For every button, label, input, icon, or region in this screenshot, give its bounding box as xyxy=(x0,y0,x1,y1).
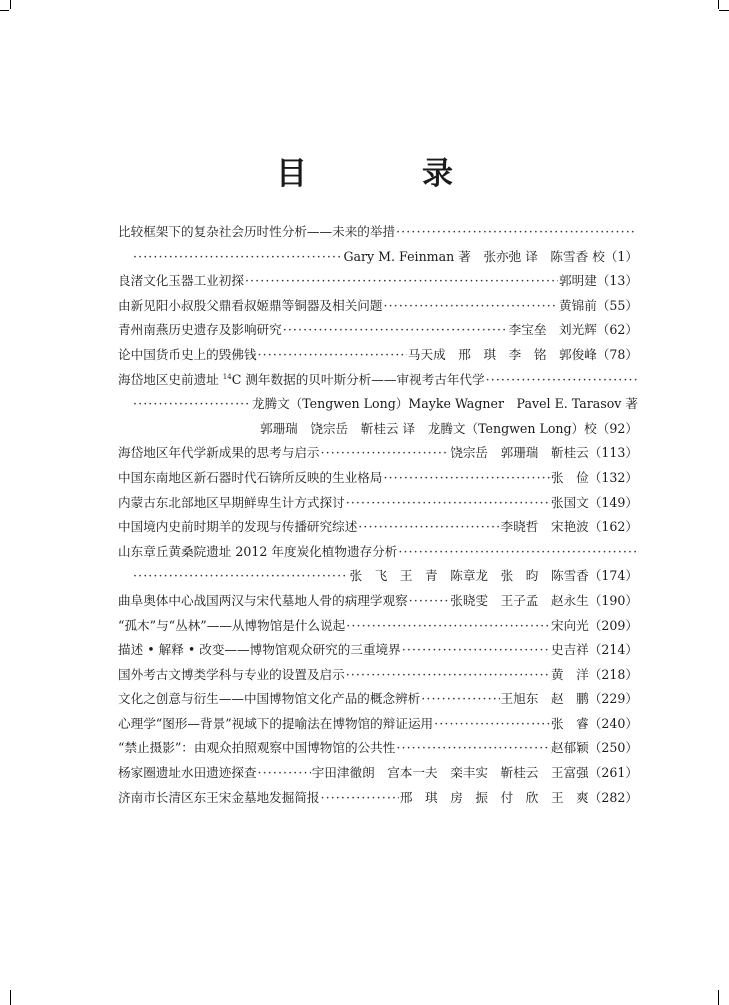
crop-mark-bottom-left-v xyxy=(10,990,11,1005)
toc-entry xyxy=(118,220,638,269)
leader-dots xyxy=(346,614,550,639)
leader-dots xyxy=(258,343,407,368)
entry-page: （282） xyxy=(588,789,638,805)
entry-page: （149） xyxy=(588,494,638,510)
entry-author: 马天成 邢 琪 李 铭 郭俊峰 xyxy=(407,346,597,362)
leader-dots xyxy=(321,786,399,811)
entry-author: 宋向光 xyxy=(550,617,589,633)
entry-translator: 郭珊瑞 饶宗岳 靳桂云 译 龙腾文（Tengwen Long）校 xyxy=(259,420,597,436)
leader-dots xyxy=(402,638,550,663)
entry-page: （78） xyxy=(596,346,638,362)
entry-author: 郭明建 xyxy=(559,273,597,289)
toc-entry xyxy=(118,614,638,639)
toc-entry xyxy=(118,589,638,614)
entry-title: 海岱地区年代学新成果的思考与启示 xyxy=(118,445,320,461)
entry-page: （214） xyxy=(588,642,638,658)
entry-title: 内蒙古东北部地区早期鲜卑生计方式探讨 xyxy=(118,494,345,510)
entry-page: （13） xyxy=(596,273,638,289)
entry-page: （190） xyxy=(588,592,638,608)
entry-page: （132） xyxy=(588,469,638,485)
toc-entry xyxy=(118,343,638,368)
leader-dots xyxy=(434,712,550,737)
leader-dots xyxy=(346,663,550,688)
entry-page: （62） xyxy=(596,322,638,338)
entry-title: 曲阜奥体中心战国两汉与宋代墓地人骨的病理学观察 xyxy=(118,592,408,608)
crop-mark-top-right-h xyxy=(719,10,729,11)
entry-author: 张 飞 王 青 陈章龙 张 昀 陈雪香 xyxy=(349,568,589,584)
entry-title-part: C 测年数据的贝叶斯分析——审视考古年代学 xyxy=(231,371,485,387)
entry-title: 青州南燕历史遗存及影响研究 xyxy=(118,322,282,338)
entry-author: 李宝垒 刘光辉 xyxy=(508,322,597,338)
toc-entry xyxy=(118,687,638,712)
leader-dots xyxy=(258,761,311,786)
entry-page: （218） xyxy=(588,666,638,682)
entry-title: 描述 • 解释 • 改变——博物馆观众研究的三重境界 xyxy=(118,642,401,658)
toc-entry xyxy=(118,638,638,663)
entry-author: 宇田津徹朗 宫本一夫 栾丰实 靳桂云 王富强 xyxy=(311,765,589,781)
leader-dots xyxy=(133,245,342,270)
entry-author: 龙腾文（Tengwen Long）Mayke Wagner Pavel E. Tarasov 著 xyxy=(251,396,638,412)
entry-title: 济南市长清区东王宋金墓地发掘简报 xyxy=(118,789,320,805)
leader-dots xyxy=(321,441,450,466)
entry-title xyxy=(118,368,485,393)
crop-mark-top-right-v xyxy=(718,0,719,9)
entry-author: 张 睿 xyxy=(550,715,589,731)
entry-page: （174） xyxy=(588,568,638,584)
leader-dots xyxy=(358,515,499,540)
leader-dots xyxy=(409,589,450,614)
entry-page: （1） xyxy=(604,248,638,264)
crop-mark-top-left-h xyxy=(0,10,9,11)
toc-entry xyxy=(118,736,638,761)
entry-title: 中国东南地区新石器时代石锛所反映的生业格局 xyxy=(118,469,383,485)
entry-title-part: 海岱地区史前遗址 xyxy=(118,371,223,387)
toc-entry xyxy=(118,491,638,516)
entry-page: （250） xyxy=(588,740,638,756)
entry-author: 张 俭 xyxy=(550,469,589,485)
leader-dots xyxy=(398,540,637,565)
leader-dots xyxy=(396,220,637,245)
leader-dots xyxy=(396,736,550,761)
toc-entry xyxy=(118,712,638,737)
entry-author: 史吉祥 xyxy=(550,642,589,658)
page-title: 目 录 xyxy=(276,156,495,192)
entry-title: 心理学“图形—背景”视域下的提喻法在博物馆的辩证运用 xyxy=(118,715,434,731)
toc-entry xyxy=(118,294,638,319)
entry-page: （92） xyxy=(596,420,638,436)
leader-dots xyxy=(283,318,508,343)
entry-page: （229） xyxy=(588,691,638,707)
entry-title: 良渚文化玉器工业初探 xyxy=(118,273,244,289)
entry-title: 山东章丘黄桑院遗址 2012 年度炭化植物遗存分析 xyxy=(118,543,398,559)
entry-page: （240） xyxy=(588,715,638,731)
entry-author: 王旭东 赵 鹏 xyxy=(500,691,589,707)
leader-dots xyxy=(486,368,637,393)
entry-page: （162） xyxy=(588,519,638,535)
entry-author: 张国文 xyxy=(550,494,589,510)
leader-dots xyxy=(245,269,558,294)
toc-entry xyxy=(118,663,638,688)
isotope-superscript: 14 xyxy=(222,372,232,381)
entry-page: （113） xyxy=(588,445,638,461)
entry-author: 邢 琪 房 振 付 欣 王 爽 xyxy=(399,789,589,805)
entry-author: 黄 洋 xyxy=(550,666,589,682)
leader-dots xyxy=(383,294,558,319)
entry-title: 国外考古文博类学科与专业的设置及启示 xyxy=(118,666,345,682)
toc-entry xyxy=(118,515,638,540)
entry-page: （209） xyxy=(588,617,638,633)
toc-entry xyxy=(118,540,638,589)
entry-title: “孤木”与“丛林”——从博物馆是什么说起 xyxy=(118,617,346,633)
entry-title: 比较框架下的复杂社会历时性分析——未来的举措 xyxy=(118,224,396,239)
entry-page: （261） xyxy=(588,765,638,781)
toc-entry xyxy=(118,786,638,811)
table-of-contents xyxy=(118,220,638,810)
toc-entry xyxy=(118,761,638,786)
leader-dots xyxy=(346,491,550,516)
entry-author: 张晓雯 王子孟 赵永生 xyxy=(450,592,589,608)
toc-entry xyxy=(118,318,638,343)
leader-dots xyxy=(133,392,251,417)
toc-entry xyxy=(118,368,638,442)
entry-author: 赵郁颖 xyxy=(550,740,589,756)
leader-dots xyxy=(133,564,348,589)
entry-title: “禁止摄影”：由观众拍照观察中国博物馆的公共性 xyxy=(118,740,396,756)
toc-entry xyxy=(118,269,638,294)
entry-author: 李晓哲 宋艳波 xyxy=(500,519,589,535)
entry-title: 由新见阳小叔殷父鼎看叔姬鼎等铜器及相关问题 xyxy=(118,297,383,313)
entry-title: 文化之创意与衍生——中国博物馆文化产品的概念辨析 xyxy=(118,691,421,707)
leader-dots xyxy=(383,466,550,491)
entry-page: （55） xyxy=(596,297,638,313)
leader-dots xyxy=(421,687,499,712)
toc-entry xyxy=(118,466,638,491)
entry-author: Gary M. Feinman 著 张亦弛 译 陈雪香 校 xyxy=(343,248,605,264)
entry-author: 黄锦前 xyxy=(559,297,597,313)
entry-author: 饶宗岳 郭珊瑞 靳桂云 xyxy=(450,445,589,461)
entry-title: 中国境内史前时期羊的发现与传播研究综述 xyxy=(118,519,358,535)
entry-title: 论中国货币史上的毁佛钱 xyxy=(118,346,257,362)
crop-mark-bottom-right-v xyxy=(718,990,719,1005)
toc-entry xyxy=(118,441,638,466)
crop-mark-top-left-v xyxy=(10,0,11,9)
entry-title: 杨家圈遗址水田遗迹探查 xyxy=(118,765,257,781)
